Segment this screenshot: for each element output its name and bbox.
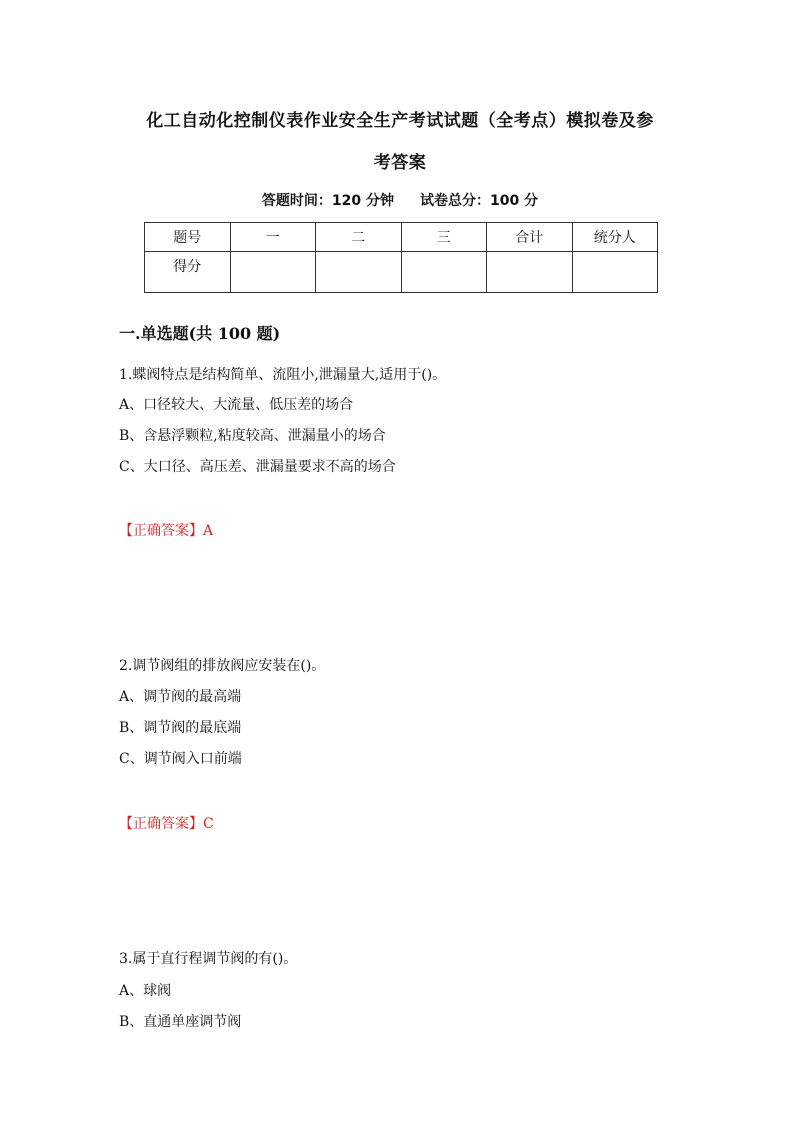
exam-total-score: 试卷总分：100 分 xyxy=(420,193,539,209)
question-option: B、直通单座调节阀 xyxy=(119,1014,242,1030)
score-table-header-row xyxy=(145,223,658,252)
question-option: C、调节阀入口前端 xyxy=(119,751,242,767)
score-cell xyxy=(230,252,316,293)
score-header-cell: 一 xyxy=(230,223,316,252)
score-header-cell: 题号 xyxy=(145,223,231,252)
exam-time: 答题时间：120 分钟 xyxy=(261,193,394,209)
score-row-label: 得分 xyxy=(145,252,231,293)
question-option: B、含悬浮颗粒,粘度较高、泄漏量小的场合 xyxy=(119,428,386,444)
question-text: 1.蝶阀特点是结构简单、流阻小,泄漏量大,适用于()。 xyxy=(119,367,447,383)
score-table xyxy=(144,222,658,293)
exam-meta xyxy=(0,190,800,210)
correct-answer: 【正确答案】A xyxy=(119,523,214,539)
score-cell xyxy=(572,252,658,293)
correct-answer: 【正确答案】C xyxy=(119,816,214,832)
score-cell xyxy=(487,252,573,293)
score-header-cell: 三 xyxy=(401,223,487,252)
score-cell xyxy=(401,252,487,293)
score-header-cell: 二 xyxy=(316,223,402,252)
score-cell xyxy=(316,252,402,293)
section-heading: 一.单选题(共 100 题) xyxy=(119,324,281,343)
question-option: A、球阀 xyxy=(119,983,172,999)
question-text: 3.属于直行程调节阀的有()。 xyxy=(119,951,298,967)
score-table-score-row xyxy=(145,252,658,293)
question-text: 2.调节阀组的排放阀应安装在()。 xyxy=(119,658,326,674)
question-option: C、大口径、高压差、泄漏量要求不高的场合 xyxy=(119,459,396,475)
score-header-cell: 合计 xyxy=(487,223,573,252)
score-header-cell: 统分人 xyxy=(572,223,658,252)
question-option: A、口径较大、大流量、低压差的场合 xyxy=(119,397,354,413)
page-title-continued: 考答案 xyxy=(373,153,427,173)
question-option: A、调节阀的最高端 xyxy=(119,689,242,705)
page-title: 化工自动化控制仪表作业安全生产考试试题（全考点）模拟卷及参 xyxy=(146,111,654,131)
question-option: B、调节阀的最底端 xyxy=(119,720,242,736)
